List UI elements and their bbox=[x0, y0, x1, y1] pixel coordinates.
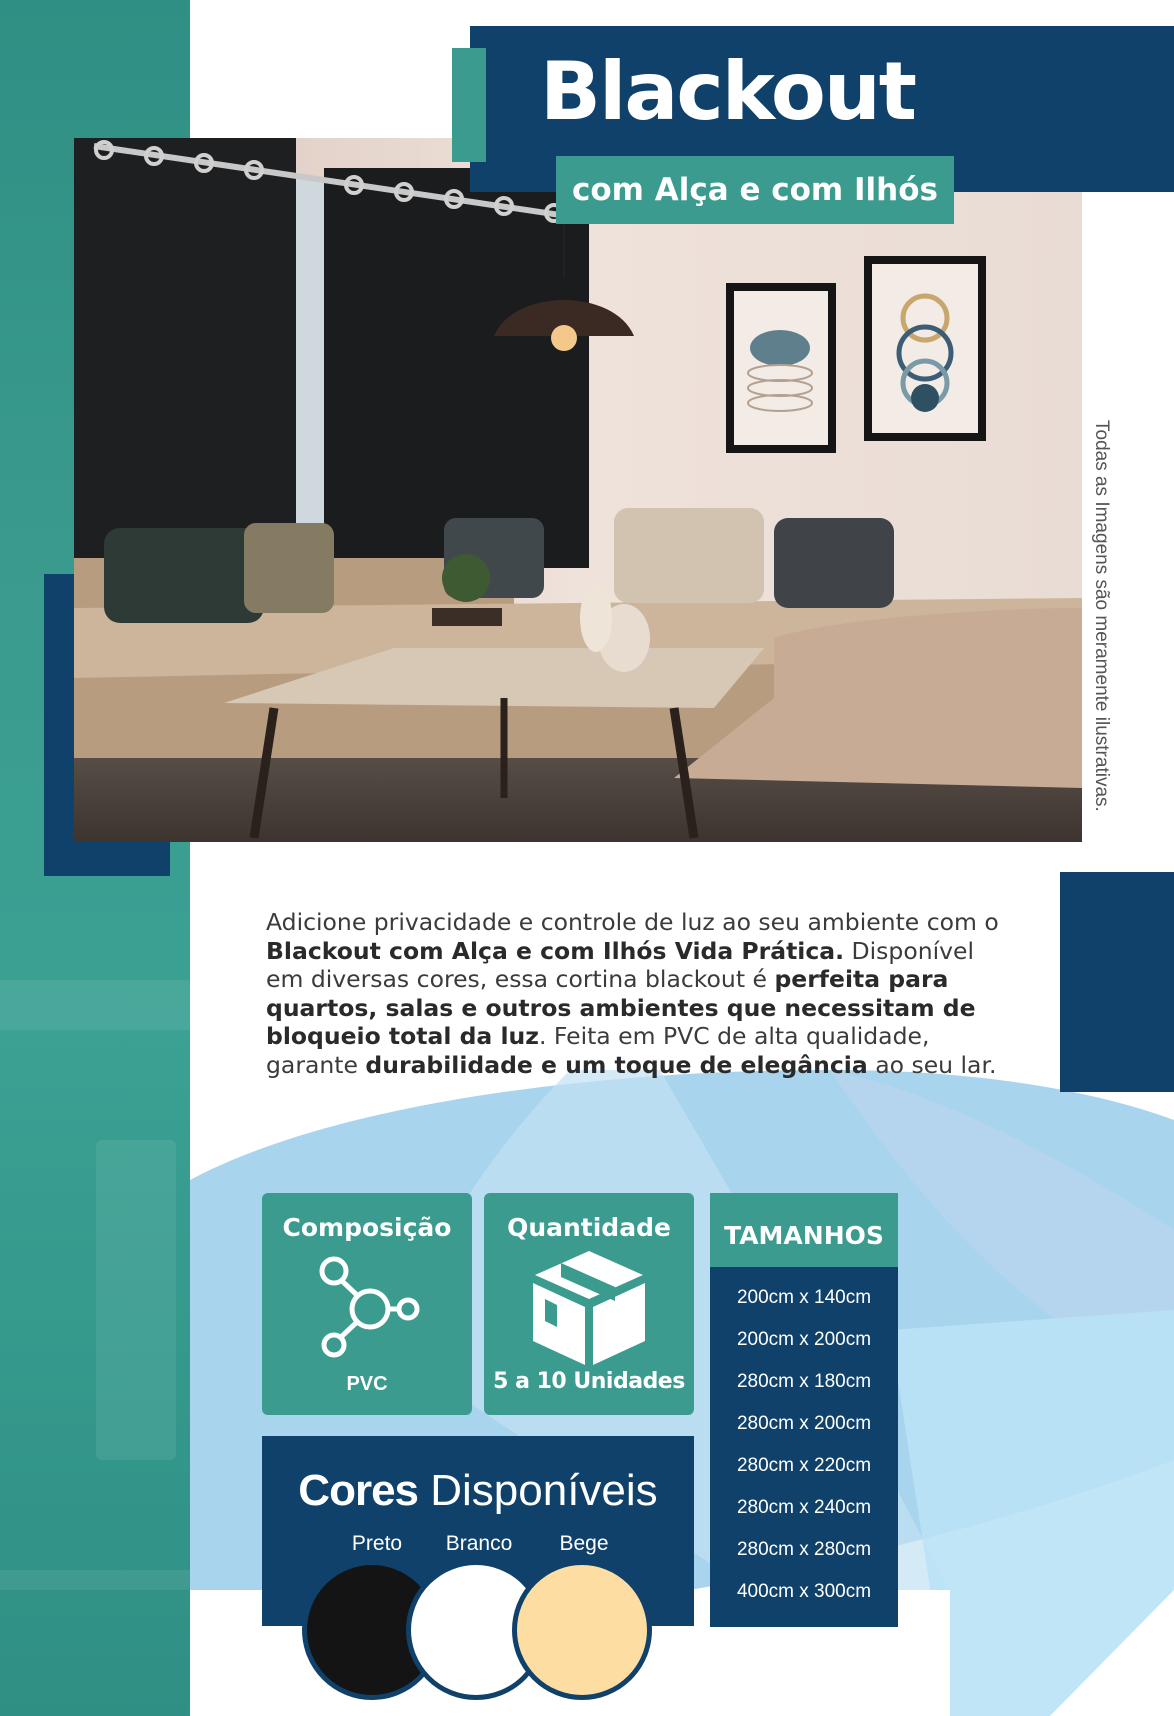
page-title: Blackout bbox=[540, 45, 916, 138]
product-description bbox=[266, 908, 1006, 1079]
size-item: 200cm x 200cm bbox=[736, 1329, 872, 1350]
box-icon bbox=[531, 1249, 647, 1367]
description-highlight: Blackout com Alça e com Ilhós Vida Prática. bbox=[266, 936, 845, 965]
composition-card bbox=[262, 1193, 472, 1415]
size-item: 280cm x 240cm bbox=[736, 1497, 872, 1518]
quantity-title: Quantidade bbox=[507, 1213, 671, 1242]
description-text: . Feita em PVC de alta qualidade, garante bbox=[266, 1022, 930, 1079]
disclaimer-text: Todas as Imagens são meramente ilustrativas. bbox=[1091, 420, 1112, 812]
right-accent-block bbox=[1060, 872, 1174, 1092]
description-highlight: durabilidade e um toque de elegância bbox=[365, 1050, 868, 1079]
title-accent bbox=[452, 48, 486, 162]
size-item: 400cm x 300cm bbox=[736, 1581, 872, 1602]
strip-baseboard bbox=[0, 1570, 190, 1590]
composition-value: PVC bbox=[346, 1373, 388, 1395]
strip-shelf bbox=[0, 980, 190, 1030]
sizes-card bbox=[710, 1193, 898, 1627]
color-swatch-bege bbox=[512, 1560, 652, 1700]
description-text: Adicione privacidade e controle de luz ao seu ambiente com o bbox=[266, 908, 999, 936]
size-item: 280cm x 220cm bbox=[736, 1455, 872, 1476]
molecule-icon bbox=[312, 1251, 422, 1361]
sizes-title: TAMANHOS bbox=[710, 1193, 898, 1267]
strip-radiator bbox=[96, 1140, 176, 1460]
image-disclaimer bbox=[1086, 420, 1116, 850]
size-item: 280cm x 200cm bbox=[736, 1413, 872, 1434]
colors-title bbox=[262, 1466, 694, 1516]
size-item: 200cm x 140cm bbox=[736, 1287, 872, 1308]
colors-title-bold: Cores bbox=[298, 1466, 419, 1515]
page-subtitle: com Alça e com Ilhós bbox=[571, 172, 939, 208]
color-name-branco: Branco bbox=[445, 1532, 513, 1555]
size-item: 280cm x 180cm bbox=[736, 1371, 872, 1392]
color-name-preto: Preto bbox=[351, 1532, 403, 1555]
description-text: Disponível em diversas cores, essa cortina blackout é bbox=[266, 936, 975, 993]
color-name-bege: Bege bbox=[559, 1532, 609, 1555]
composition-title: Composição bbox=[282, 1213, 452, 1242]
description-text: ao seu lar. bbox=[867, 1050, 997, 1079]
quantity-card bbox=[484, 1193, 694, 1415]
description-highlight: perfeita para quartos, salas e outros ambientes que necessitam de bloqueio total da luz bbox=[266, 965, 976, 1050]
colors-title-rest: Disponíveis bbox=[418, 1466, 658, 1515]
size-item: 280cm x 280cm bbox=[736, 1539, 872, 1560]
living-room-photo bbox=[74, 138, 1082, 842]
quantity-value: 5 a 10 Unidades bbox=[493, 1369, 685, 1394]
